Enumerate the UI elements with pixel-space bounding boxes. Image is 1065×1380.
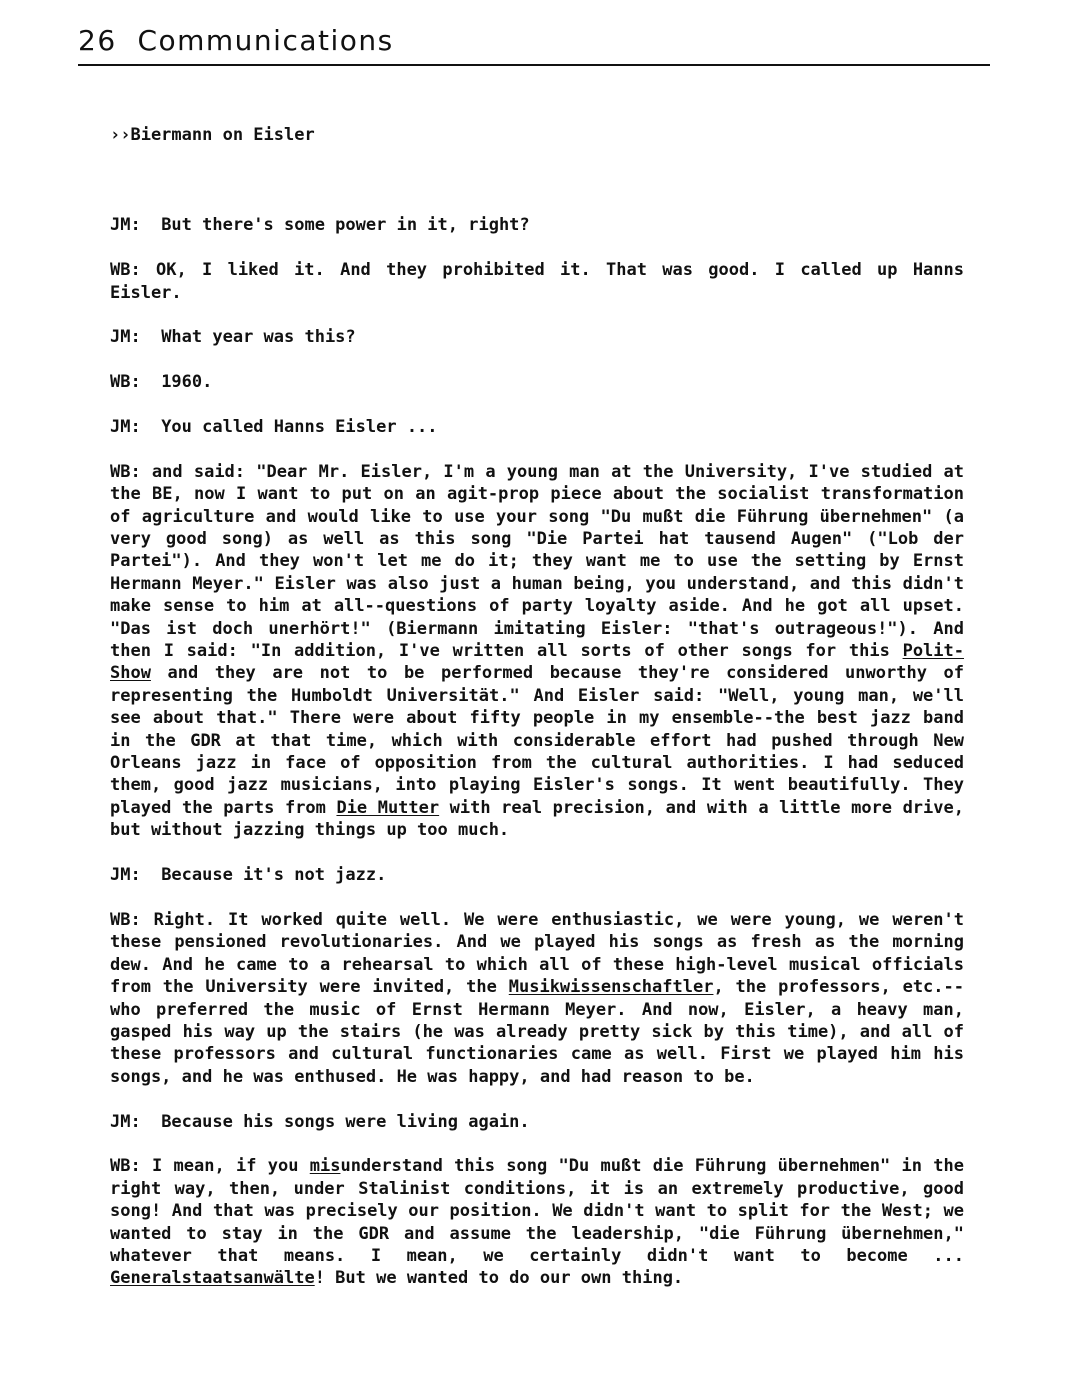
- dialogue-text: , the professors, etc.--who preferred the music of Ernst Hermann Meyer. And now, Eisler, a heavy man, gasped his way up the stairs (he was already pretty sick by this time), and all of these professors and cultural functionaries came as well. First we played him his songs, and he was enthused. He was happy, and had reason to be.: [110, 977, 964, 1087]
- dialogue-text: I mean, if you: [140, 1156, 310, 1177]
- dialogue-text: Because his songs were living again.: [140, 1111, 530, 1132]
- dialogue-paragraph: [110, 1155, 964, 1289]
- dialogue-text: But there's some power in it, right?: [140, 215, 530, 236]
- page-header: [78, 22, 990, 66]
- speaker-label: WB:: [110, 461, 141, 482]
- section-title: Communications: [137, 24, 394, 57]
- underlined-term: Musikwissenschaftler: [508, 977, 714, 998]
- running-head: [78, 24, 394, 57]
- page-number: 26: [78, 24, 117, 57]
- dialogue-text: OK, I liked it. And they prohibited it. That was good. I called up Hanns Eisler.: [110, 260, 964, 303]
- dialogue-paragraph: [110, 461, 964, 842]
- underlined-title: Polit-Show: [110, 641, 964, 684]
- dialogue-text: and said: "Dear Mr. Eisler, I'm a young man at the University, I've studied at the BE, now I want to put on an agit-prop piece about the socialist transformation of agriculture and would like to use your song "Du mußt die Führung übernehmen" (a very good song) as well as this song "Die Partei hat tausend Augen" ("Lob der Partei"). And they won't let me do it; they want me to use the setting by Ernst Hermann Meyer." Eisler was also just a human being, you understand, and this didn't make sense to him at all--questions of party loyalty aside. And he got all upset. "Das ist doch unerhört!" (Biermann imitating Eisler: "that's outrageous!"). And then I said: "In addition, I've written all sorts of other songs for this: [110, 461, 964, 662]
- speaker-label: WB:: [110, 260, 141, 281]
- article-title: ››Biermann on Eisler: [110, 125, 315, 145]
- speaker-label: WB:: [110, 372, 141, 393]
- dialogue-text: 1960.: [140, 372, 213, 393]
- dialogue-paragraph: [110, 864, 964, 886]
- dialogue-text: Because it's not jazz.: [140, 865, 387, 886]
- underlined-emphasis: mis: [309, 1156, 341, 1177]
- dialogue-text: Right. It worked quite well. We were enthusiastic, we were young, we weren't these pensioned revolutionaries. And we played his songs as fresh as the morning dew. And he came to a rehearsal to which all of these high-level musical officials from the University were invited, the: [110, 909, 964, 998]
- dialogue-text: What year was this?: [140, 327, 356, 348]
- dialogue-paragraph: [110, 1111, 964, 1133]
- dialogue-text: understand this song "Du mußt die Führung übernehmen" in the right way, then, under Stalinist conditions, it is an extremely productive, good song! And that was precisely our position. We didn't want to split for the West; we wanted to stay in the GDR and assume the leadership, "die Führung übernehmen," whatever that means. I mean, we certainly didn't want to become ...: [110, 1156, 964, 1266]
- article-body: [110, 124, 964, 1312]
- dialogue-paragraph: [110, 326, 964, 348]
- dialogue-text: You called Hanns Eisler ...: [140, 417, 438, 437]
- speaker-label: JM:: [110, 417, 141, 437]
- speaker-label: JM:: [110, 215, 141, 236]
- speaker-label: JM:: [110, 865, 141, 886]
- speaker-label: JM:: [110, 327, 141, 348]
- dialogue-paragraph: [110, 259, 964, 304]
- dialogue-paragraph: [110, 416, 964, 438]
- dialogue-text: with real precision, and with a little more drive, but without jazzing things up too much.: [110, 797, 964, 841]
- dialogue-text: and they are not to be performed because they're considered unworthy of representing the Humboldt Universität." And Eisler said: "Well, young man, we'll see about that." There were about fifty people in my ensemble--the best jazz band in the GDR at that time, which with considerable effort had pushed through New Orleans jazz in face of opposition from the cultural authorities. I had seduced them, good jazz musicians, into playing Eisler's songs. It went beautifully. They played the parts from: [110, 663, 964, 818]
- dialogue-paragraph: [110, 909, 964, 1088]
- speaker-label: WB:: [110, 909, 141, 930]
- speaker-label: JM:: [110, 1111, 141, 1132]
- dialogue-text: ! But we wanted to do our own thing.: [314, 1268, 684, 1289]
- dialogue-paragraph: [110, 371, 964, 393]
- underlined-term: Generalstaatsanwälte: [110, 1268, 315, 1289]
- dialogue-paragraph: [110, 214, 964, 236]
- speaker-label: WB:: [110, 1156, 141, 1177]
- underlined-title: Die Mutter: [336, 797, 440, 818]
